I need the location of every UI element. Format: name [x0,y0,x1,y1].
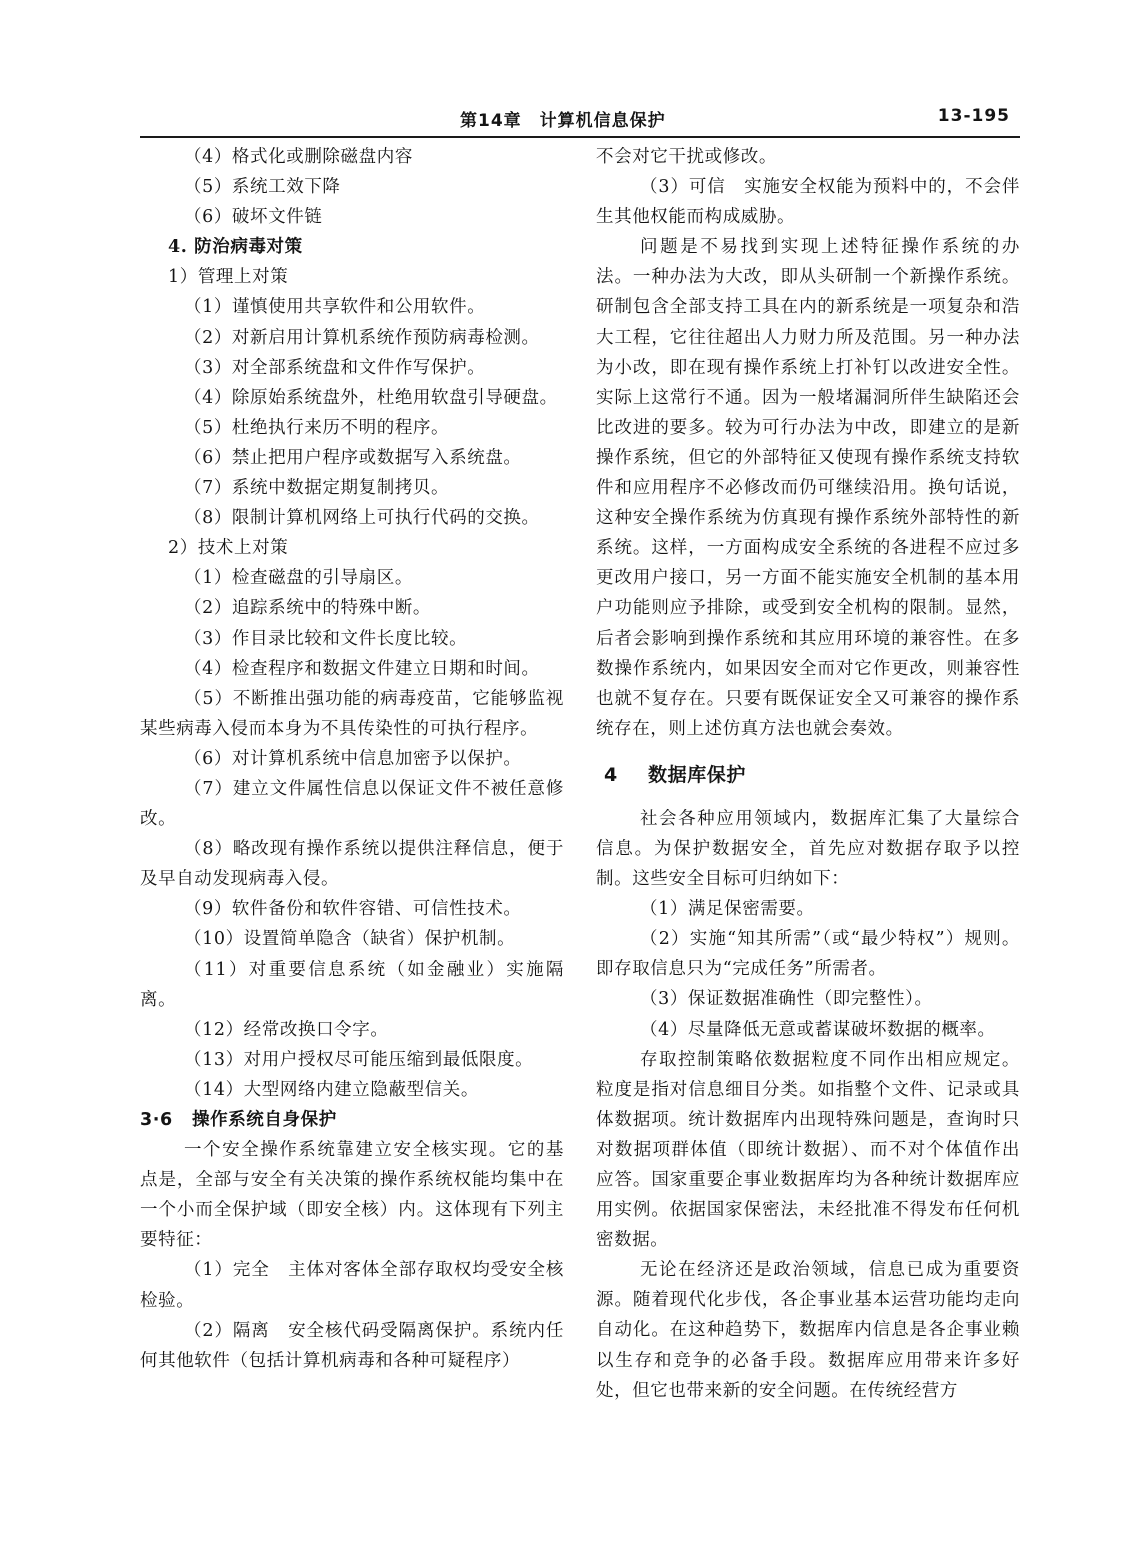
subheading: 2）技术上对策 [168,538,289,559]
subheading: 1）管理上对策 [168,267,289,288]
list-item: （11）对重要信息系统（如金融业）实施隔离。 [140,959,564,1010]
list-item: （14）大型网络内建立隐蔽型信关。 [184,1079,479,1100]
right-column [596,142,1020,1406]
list-item: （1）满足保密需要。 [640,899,815,920]
list-item: （7）建立文件属性信息以保证文件不被任意修改。 [140,778,564,830]
list-item: （8）限制计算机网络上可执行代码的交换。 [184,508,540,529]
list-item: （3）作目录比较和文件长度比较。 [184,628,468,649]
list-item: （2）追踪系统中的特殊中断。 [184,598,432,619]
list-item: （5）杜绝执行来历不明的程序。 [184,417,450,438]
paragraph-continuation: 不会对它干扰或修改。 [596,147,777,167]
section-number: 4 [604,763,618,786]
subsection-heading: 4. 防治病毒对策 [168,237,303,258]
list-item: （4）检查程序和数据文件建立日期和时间。 [184,658,540,679]
list-item: （3）可信 实施安全权能为预料中的，不会伴生其他权能而构成威胁。 [596,177,1020,228]
left-column [140,142,564,1376]
paragraph: 一个安全操作系统靠建立安全核实现。它的基点是，全部与安全有关决策的操作系统权能均集中在一个小而全保护域（即安全核）内。这体现有下列主要特征： [140,1140,564,1251]
page-header [140,100,1020,138]
paragraph: 社会各种应用领域内，数据库汇集了大量综合信息。为保护数据安全，首先应对数据存取予以控制。这些安全目标可归纳如下： [596,808,1020,890]
list-item: （4）除原始系统盘外，杜绝用软盘引导硬盘。 [184,387,558,408]
list-item: （3）对全部系统盘和文件作写保护。 [184,357,486,378]
section-3-6-heading [140,1105,564,1135]
list-item: （2）实施“知其所需”（或“最少特权”）规则。即存取信息只为“完成任务”所需者。 [596,929,1020,980]
list-item: （2）隔离 安全核代码受隔离保护。系统内任何其他软件（包括计算机病毒和各种可疑程序） [140,1320,564,1371]
paragraph: 问题是不易找到实现上述特征操作系统的办法。一种办法为大改，即从头研制一个新操作系统。研制包含全部支持工具在内的新系统是一项复杂和浩大工程，它往往超出人力财力所及范围。另一种办法为小改，即在现有操作系统上打补钉以改进安全性。实际上这常行不通。因为一般堵漏洞所伴生缺陷还会比改进的要多。较为可行办法为中改，即建立的是新操作系统，但它的外部特征又使现有操作系统支持软件和应用程序不必修改而仍可继续沿用。换句话说，这种安全操作系统为仿真现有操作系统外部特性的新系统。这样，一方面构成安全系统的各进程不应过多更改用户接口，另一方面不能实施安全机制的基本用户功能则应予排除，或受到安全机构的限制。显然，后者会影响到操作系统和其应用环境的兼容性。在多数操作系统内，如果因安全而对它作更改，则兼容性也就不复存在。只要有既保证安全又可兼容的操作系统存在，则上述仿真方法也就会奏效。 [596,237,1020,739]
list-item: （2）对新启用计算机系统作预防病毒检测。 [184,327,540,348]
section-title: 数据库保护 [648,763,747,786]
list-item: （12）经常改换口令字。 [184,1019,389,1040]
list-item: （7）系统中数据定期复制拷贝。 [184,478,450,499]
list-item: （3）保证数据准确性（即完整性）。 [640,989,933,1010]
section-title: 操作系统自身保护 [192,1110,337,1130]
list-item: （5）不断推出强功能的病毒疫苗，它能够监视某些病毒入侵而本身为不具传染性的可执行程序。 [140,688,564,739]
list-item: （13）对用户授权尽可能压缩到最低限度。 [184,1049,534,1070]
list-item: （6）禁止把用户程序或数据写入系统盘。 [184,447,522,468]
list-item: （10）设置简单隐含（缺省）保护机制。 [184,929,516,950]
list-item: （8）略改现有操作系统以提供注释信息，便于及早自动发现病毒入侵。 [140,839,564,890]
list-item: （4）格式化或删除磁盘内容 [184,147,413,167]
list-item: （4）尽量降低无意或蓄谋破坏数据的概率。 [640,1019,996,1040]
paragraph: 存取控制策略依数据粒度不同作出相应规定。粒度是指对信息细目分类。如指整个文件、记录或具体数据项。统计数据库内出现特殊问题是，查询时只对数据项群体值（即统计数据）、而不对个体值作出应答。国家重要企事业数据库均为各种统计数据库应用实例。依据国家保密法，未经批准不得发布任何机密数据。 [596,1049,1020,1251]
list-item: （1）检查磁盘的引导扇区。 [184,568,413,589]
list-item: （9）软件备份和软件容错、可信性技术。 [184,899,522,920]
chapter-title: 第14章 计算机信息保护 [460,111,666,131]
paragraph: 无论在经济还是政治领域，信息已成为重要资源。随着现代化步伐，各企事业基本运营功能均走向自动化。在这种趋势下，数据库内信息是各企事业赖以生存和竞争的必备手段。数据库应用带来许多好处，但它也带来新的安全问题。在传统经营方 [596,1260,1020,1401]
list-item: （6）破坏文件链 [184,207,323,228]
list-item: （1）谨慎使用共享软件和公用软件。 [184,297,486,318]
list-item: （6）对计算机系统中信息加密予以保护。 [184,748,522,769]
list-item: （1）完全 主体对客体全部存取权均受安全核检验。 [140,1260,564,1311]
list-item: （5）系统工效下降 [184,177,341,198]
section-4-heading [596,758,1020,792]
section-number: 3·6 [140,1110,173,1130]
page-number: 13-195 [937,106,1010,126]
